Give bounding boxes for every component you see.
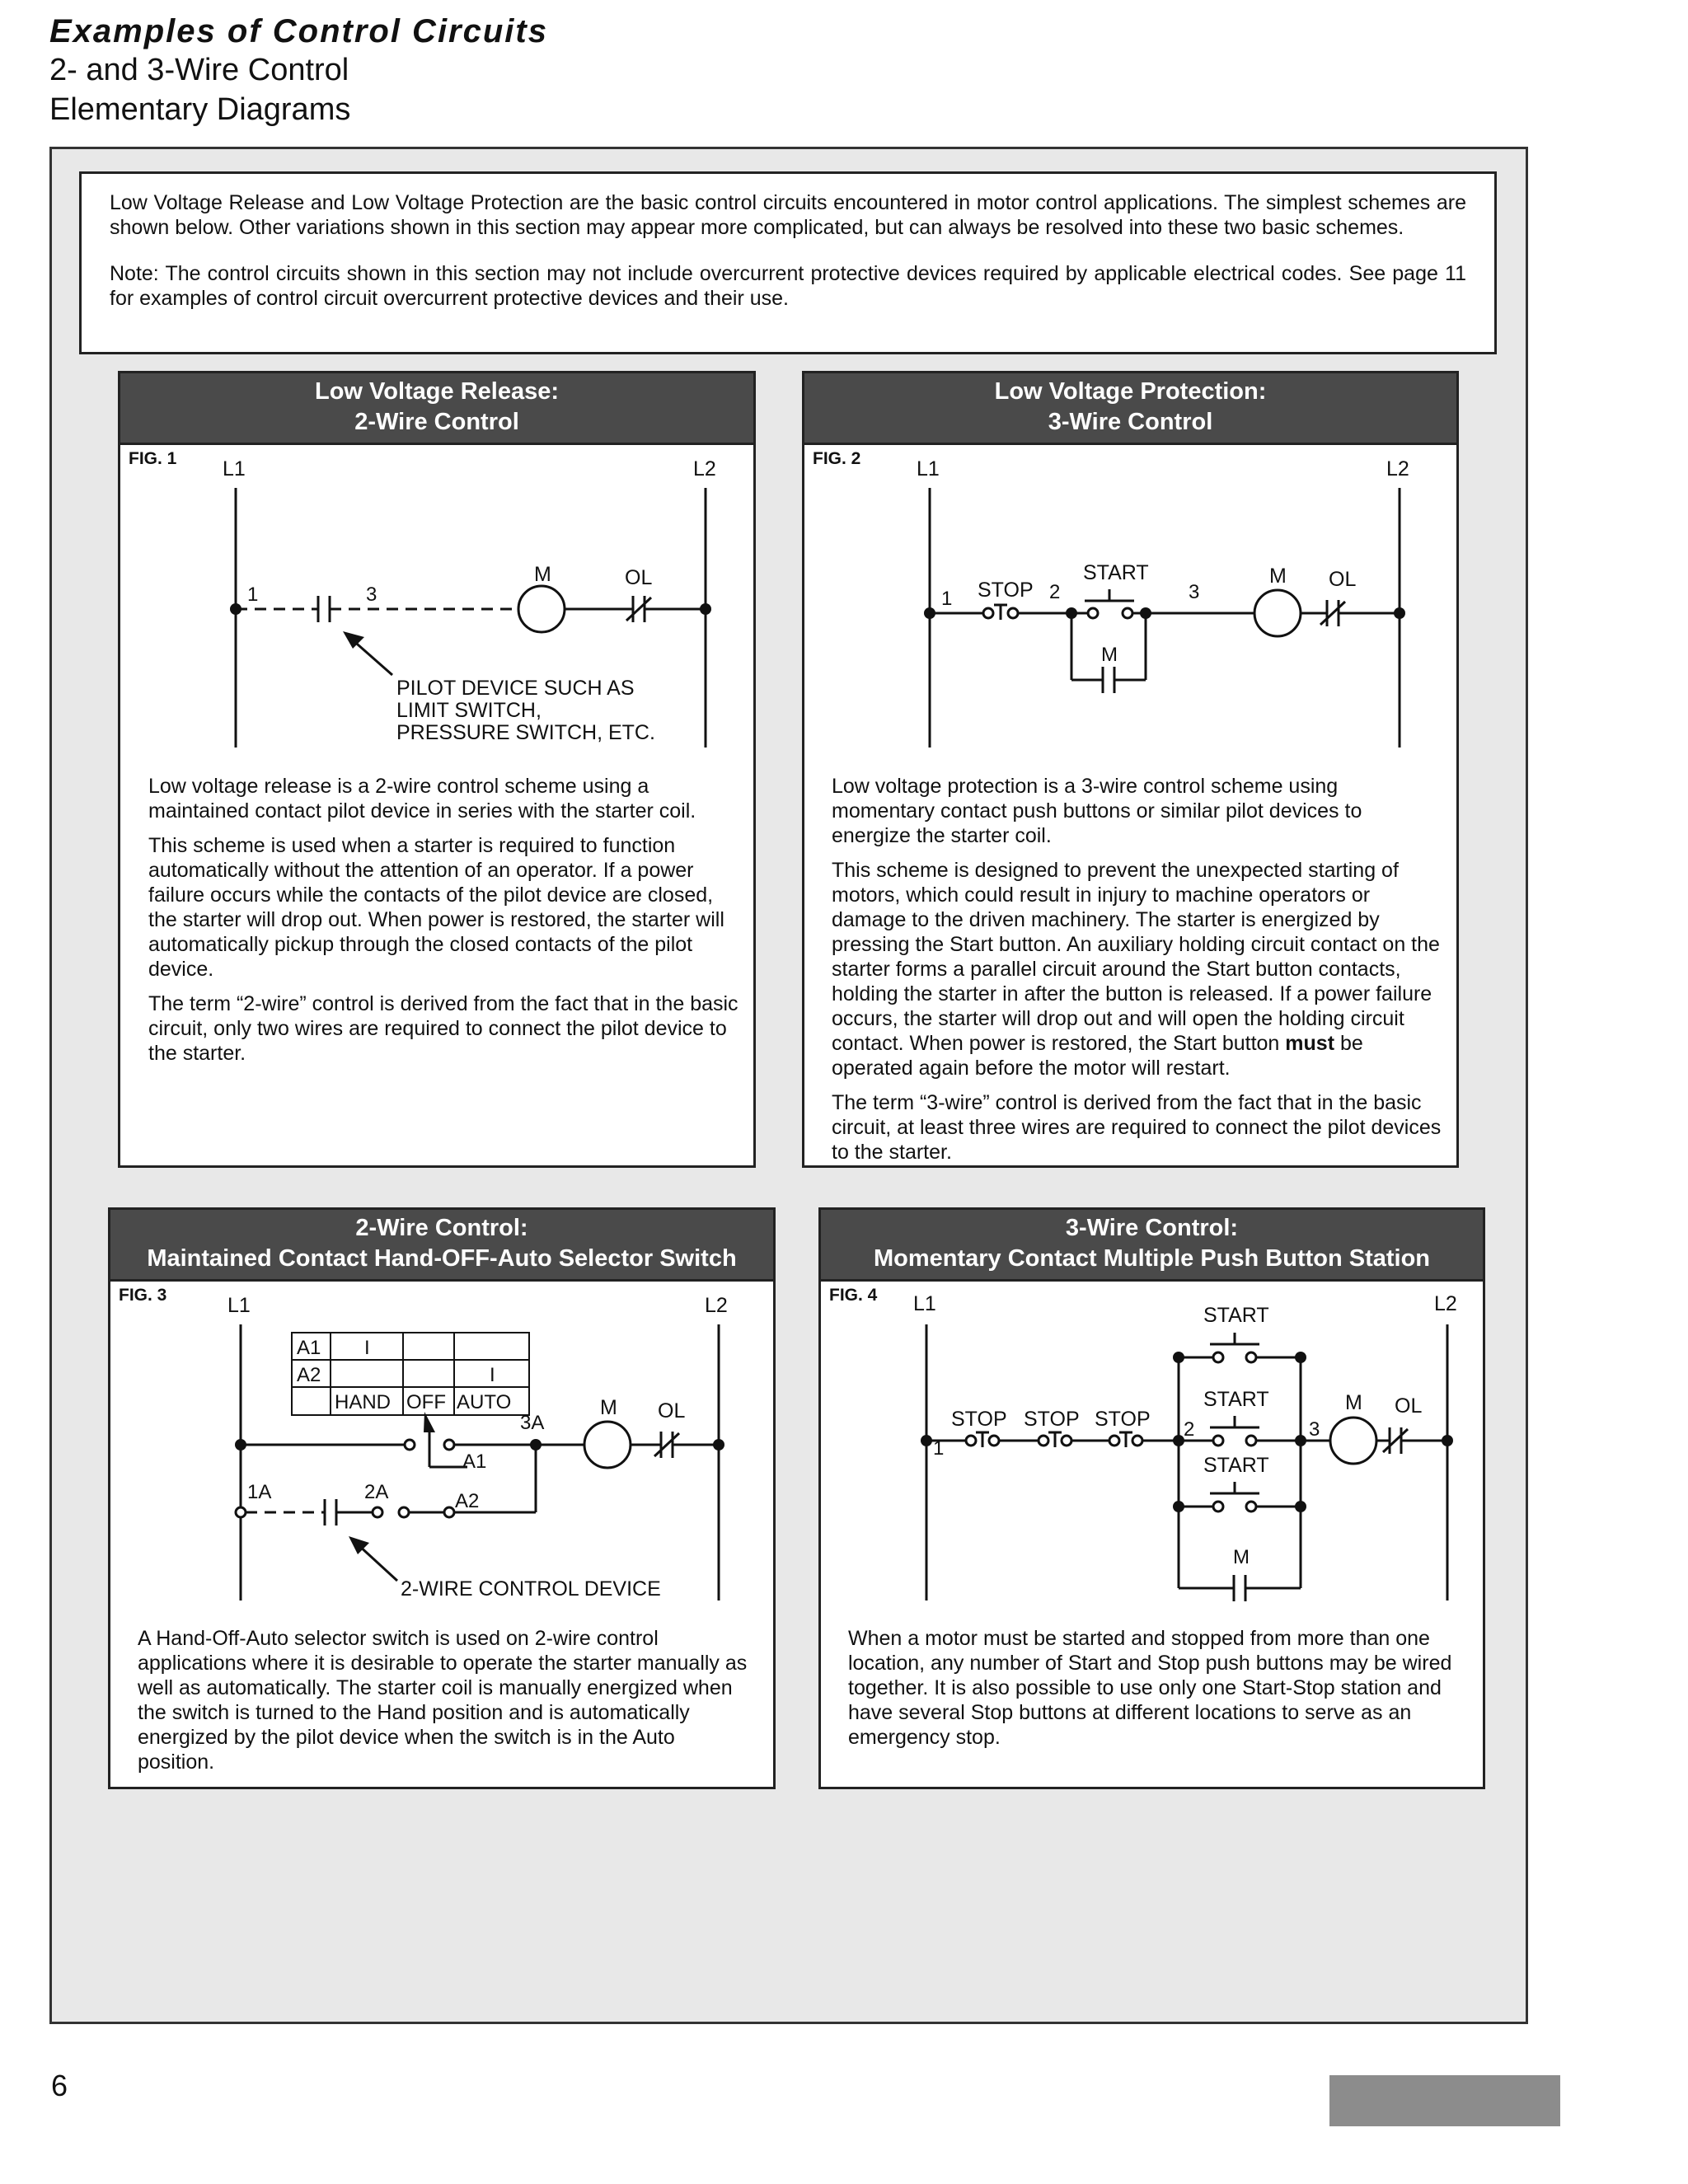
- node-1-label: 1: [933, 1437, 945, 1460]
- panel-title-2: 2-Wire Control: [354, 409, 519, 435]
- panel-description: [832, 774, 1442, 1174]
- panel-description: [138, 1626, 756, 1784]
- l2-label: L2: [693, 457, 716, 480]
- auto-contact-mark: I: [490, 1364, 495, 1386]
- paragraph: The term “2-wire” control is derived from the fact that in the basic circuit, only two wires are required to connect the pilot device to the starter.: [148, 992, 738, 1065]
- intro-box: [79, 171, 1497, 354]
- l1-label: L1: [913, 1292, 936, 1315]
- motor-coil-label: M: [534, 563, 551, 586]
- panel-header: [804, 373, 1456, 445]
- node-2-label: 2: [1049, 581, 1061, 603]
- fig4-ladder-diagram: [821, 1279, 1483, 1617]
- start-button-label: START: [1203, 1304, 1269, 1327]
- paragraph: This scheme is used when a starter is required to function automatically without the attention of an operator. If a power failure occurs while the contacts of the pilot device are closed, the starter will drop out. When power is restored, the starter will automatically pickup through the closed contacts of the pilot device.: [148, 834, 724, 981]
- stop-button-label: STOP: [951, 1408, 1007, 1431]
- paragraph-text: This scheme is designed to prevent the unexpected starting of motors, which could result in injury to machine operators or damage to the driven machinery. The starter is energized by pressing the Start button. An auxiliary holding circuit contact on the starter forms a parallel circuit around the Start button contacts, holding the starter in after the button is released. If a power failure occurs, the starter will drop out and will open the holding circuit contact. When power is restored, the Start button: [832, 859, 1440, 1055]
- l2-label: L2: [705, 1294, 728, 1317]
- stop-button-label: STOP: [1024, 1408, 1080, 1431]
- l1-label: L1: [223, 457, 246, 480]
- paragraph: When a motor must be started and stopped from more than one location, any number of Start and Stop push buttons may be wired together. It is also possible to use only one Start-Stop station and have several Stop buttons at different locations to serve as an emergency stop.: [848, 1627, 1452, 1749]
- stop-button-label: STOP: [978, 579, 1034, 602]
- overload-label: OL: [658, 1399, 686, 1422]
- panel-title: Low Voltage Protection:: [994, 378, 1267, 405]
- fig3-ladder-diagram: [110, 1279, 773, 1617]
- node-3-label: 3: [1309, 1418, 1320, 1441]
- control-device-note: 2-WIRE CONTROL DEVICE: [401, 1577, 661, 1601]
- panel-multiple-push-button: [818, 1207, 1485, 1789]
- start-button-label: START: [1203, 1454, 1269, 1477]
- hand-column-label: HAND: [335, 1391, 392, 1413]
- emphasis-word: must: [1285, 1032, 1335, 1055]
- motor-coil-label: M: [1345, 1391, 1362, 1414]
- figure-label: FIG. 3: [119, 1286, 167, 1305]
- auto-column-label: AUTO: [457, 1391, 512, 1413]
- overload-label: OL: [1329, 568, 1357, 591]
- paragraph: Low voltage release is a 2-wire control scheme using a maintained contact pilot device in series with the starter coil.: [148, 775, 696, 823]
- l2-label: L2: [1386, 457, 1409, 480]
- panel-title: 3-Wire Control:: [1065, 1215, 1239, 1241]
- figure-label: FIG. 4: [829, 1286, 878, 1305]
- l1-label: L1: [227, 1294, 251, 1317]
- panel-header: [110, 1210, 773, 1282]
- page-number: 6: [51, 2069, 68, 2102]
- off-column-label: OFF: [406, 1391, 446, 1413]
- page-subtitle-2: Elementary Diagrams: [49, 92, 351, 127]
- node-3-label: 3: [366, 583, 377, 606]
- node-1-label: 1: [247, 583, 259, 606]
- node-2a-label: 2A: [364, 1481, 389, 1503]
- node-2-label: 2: [1184, 1418, 1195, 1441]
- panel-title-2: Maintained Contact Hand-OFF-Auto Selector Switch: [147, 1245, 737, 1272]
- paragraph-text: be operated again before the motor will restart.: [832, 1032, 1363, 1080]
- a1-node-label: A1: [462, 1451, 487, 1473]
- fig1-ladder-diagram: [120, 443, 753, 756]
- table-row-a2: A2: [297, 1364, 321, 1386]
- l2-label: L2: [1434, 1292, 1457, 1315]
- motor-coil-label: M: [600, 1396, 617, 1419]
- section-tab: [1329, 2075, 1560, 2126]
- paragraph: [832, 858, 1442, 1080]
- a2-node-label: A2: [455, 1490, 480, 1512]
- panel-description: [848, 1626, 1466, 1760]
- panel-low-voltage-protection: [802, 371, 1459, 1168]
- hand-contact-mark: I: [364, 1337, 370, 1359]
- table-row-a1: A1: [297, 1337, 321, 1359]
- intro-paragraph: Low Voltage Release and Low Voltage Protection are the basic control circuits encountered in motor control applications. The simplest schemes are shown below. Other variations shown in this section may appear more complicated, but can always be resolved into these two basic schemes.: [110, 191, 1466, 239]
- paragraph: A Hand-Off-Auto selector switch is used on 2-wire control applications where it is desirable to operate the starter manually as well as automatically. The starter coil is manually energized when the switch is turned to the Hand position and is automatically energized by the pilot device when the switch is in the Auto position.: [138, 1627, 748, 1774]
- node-1-label: 1: [941, 588, 953, 610]
- panel-title-2: 3-Wire Control: [1048, 409, 1213, 435]
- paragraph: Low voltage protection is a 3-wire control scheme using momentary contact push buttons or similar pilot devices to energize the starter coil.: [832, 775, 1362, 847]
- panel-header: [120, 373, 753, 445]
- figure-label: FIG. 1: [129, 449, 177, 468]
- fig2-ladder-diagram: [804, 443, 1456, 756]
- page-subtitle: 2- and 3-Wire Control: [49, 53, 349, 87]
- pilot-note-3: PRESSURE SWITCH, ETC.: [396, 721, 655, 744]
- l1-label: L1: [917, 457, 940, 480]
- intro-note: Note: The control circuits shown in this section may not include overcurrent protective devices required by applicable electrical codes. See page 11 for examples of control circuit overcurrent protective devices and their use.: [110, 262, 1466, 310]
- panel-title: Low Voltage Release:: [315, 378, 559, 405]
- page-title: Examples of Control Circuits: [49, 13, 548, 49]
- panel-header: [821, 1210, 1483, 1282]
- motor-coil-label: M: [1269, 565, 1287, 588]
- overload-label: OL: [1395, 1394, 1423, 1418]
- node-3-label: 3: [1189, 581, 1200, 603]
- pilot-note-2: LIMIT SWITCH,: [396, 699, 542, 722]
- panel-low-voltage-release: [118, 371, 756, 1168]
- node-1a-label: 1A: [247, 1481, 272, 1503]
- panel-title: 2-Wire Control:: [355, 1215, 528, 1241]
- paragraph: The term “3-wire” control is derived from the fact that in the basic circuit, at least three wires are required to connect the pilot devices to the starter.: [832, 1091, 1442, 1164]
- aux-contact-label: M: [1233, 1546, 1250, 1568]
- overload-label: OL: [625, 566, 653, 589]
- aux-contact-label: M: [1101, 644, 1118, 666]
- node-3a-label: 3A: [520, 1412, 545, 1434]
- panel-title-2: Momentary Contact Multiple Push Button Station: [873, 1245, 1431, 1272]
- panel-description: [148, 774, 742, 1076]
- figure-label: FIG. 2: [813, 449, 861, 468]
- start-button-label: START: [1083, 561, 1149, 584]
- pilot-note: PILOT DEVICE SUCH AS: [396, 677, 635, 700]
- start-button-label: START: [1203, 1388, 1269, 1411]
- panel-hand-off-auto: [108, 1207, 776, 1789]
- stop-button-label: STOP: [1095, 1408, 1151, 1431]
